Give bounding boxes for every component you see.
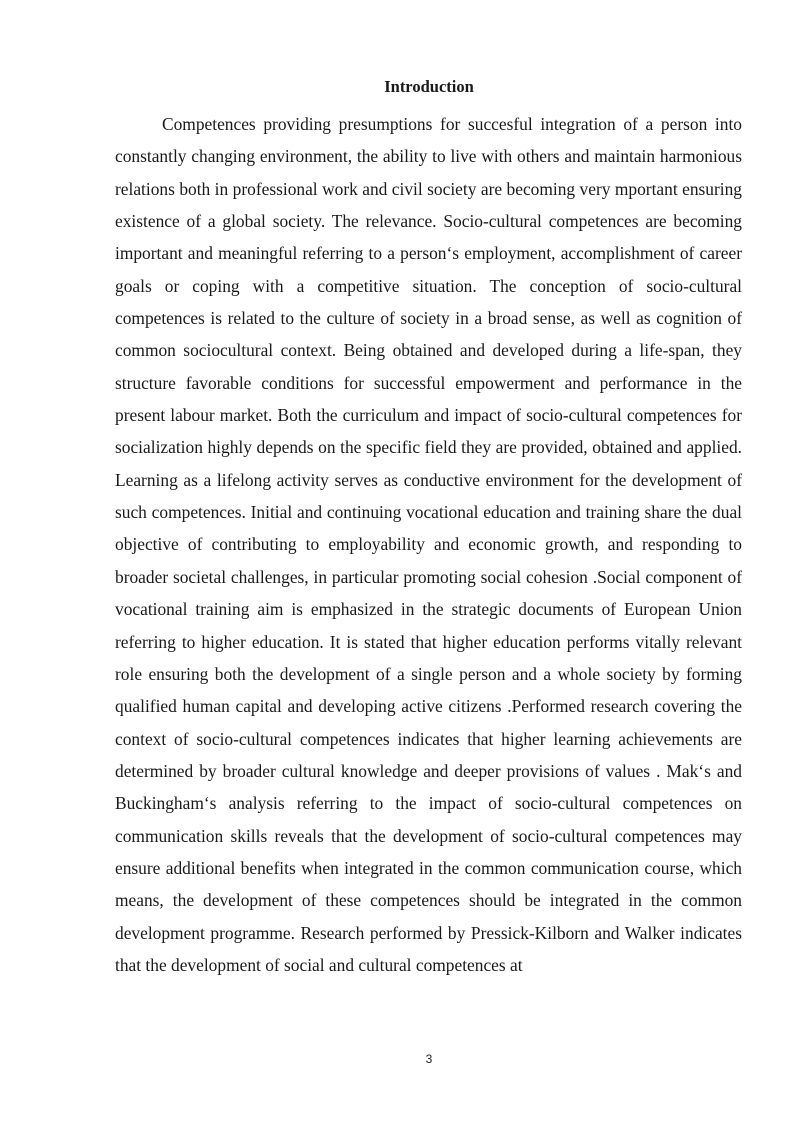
body-paragraph: Competences providing presumptions for succesful integration of a person into constantly changing environment, the ability to live with others and maintain harmonious relations both in professional work and civil society are becoming very mportant ensuring existence of a global society. The relevance. Socio-cultural competences are becoming important and meaningful referring to a person‘s employment, accomplishment of career goals or coping with a competitive situation. The conception of socio-cultural competences is related to the culture of society in a broad sense, as well as cognition of common sociocultural context. Being obtained and developed during a life-span, they structure favorable conditions for successful empowerment and performance in the present labour market. Both the curriculum and impact of socio-cultural competences for socialization highly depends on the specific field they are provided, obtained and applied. Learning as a lifelong activity serves as conductive environment for the development of such competences. Initial and continuing vocational education and training share the dual objective of contributing to employability and economic growth, and responding to broader societal challenges, in particular promoting social cohesion .Social component of vocational training aim is emphasized in the strategic documents of European Union referring to higher education. It is stated that higher education performs vitally relevant role ensuring both the development of a single person and a whole society by forming qualified human capital and developing active citizens .Performed research covering the context of socio-cultural competences indicates that higher learning achievements are determined by broader cultural knowledge and deeper provisions of values . Mak‘s and Buckingham‘s analysis referring to the impact of socio-cultural competences on communication skills reveals that the development of socio-cultural competences may ensure additional benefits when integrated in the common communication course, which means, the development of these competences should be integrated in the common development programme. Research performed by Pressick-Kilborn and Walker indicates that the development of social and cultural competences at (115, 114, 742, 975)
section-title: Introduction (384, 77, 474, 96)
page-number: 3 (425, 1052, 433, 1066)
